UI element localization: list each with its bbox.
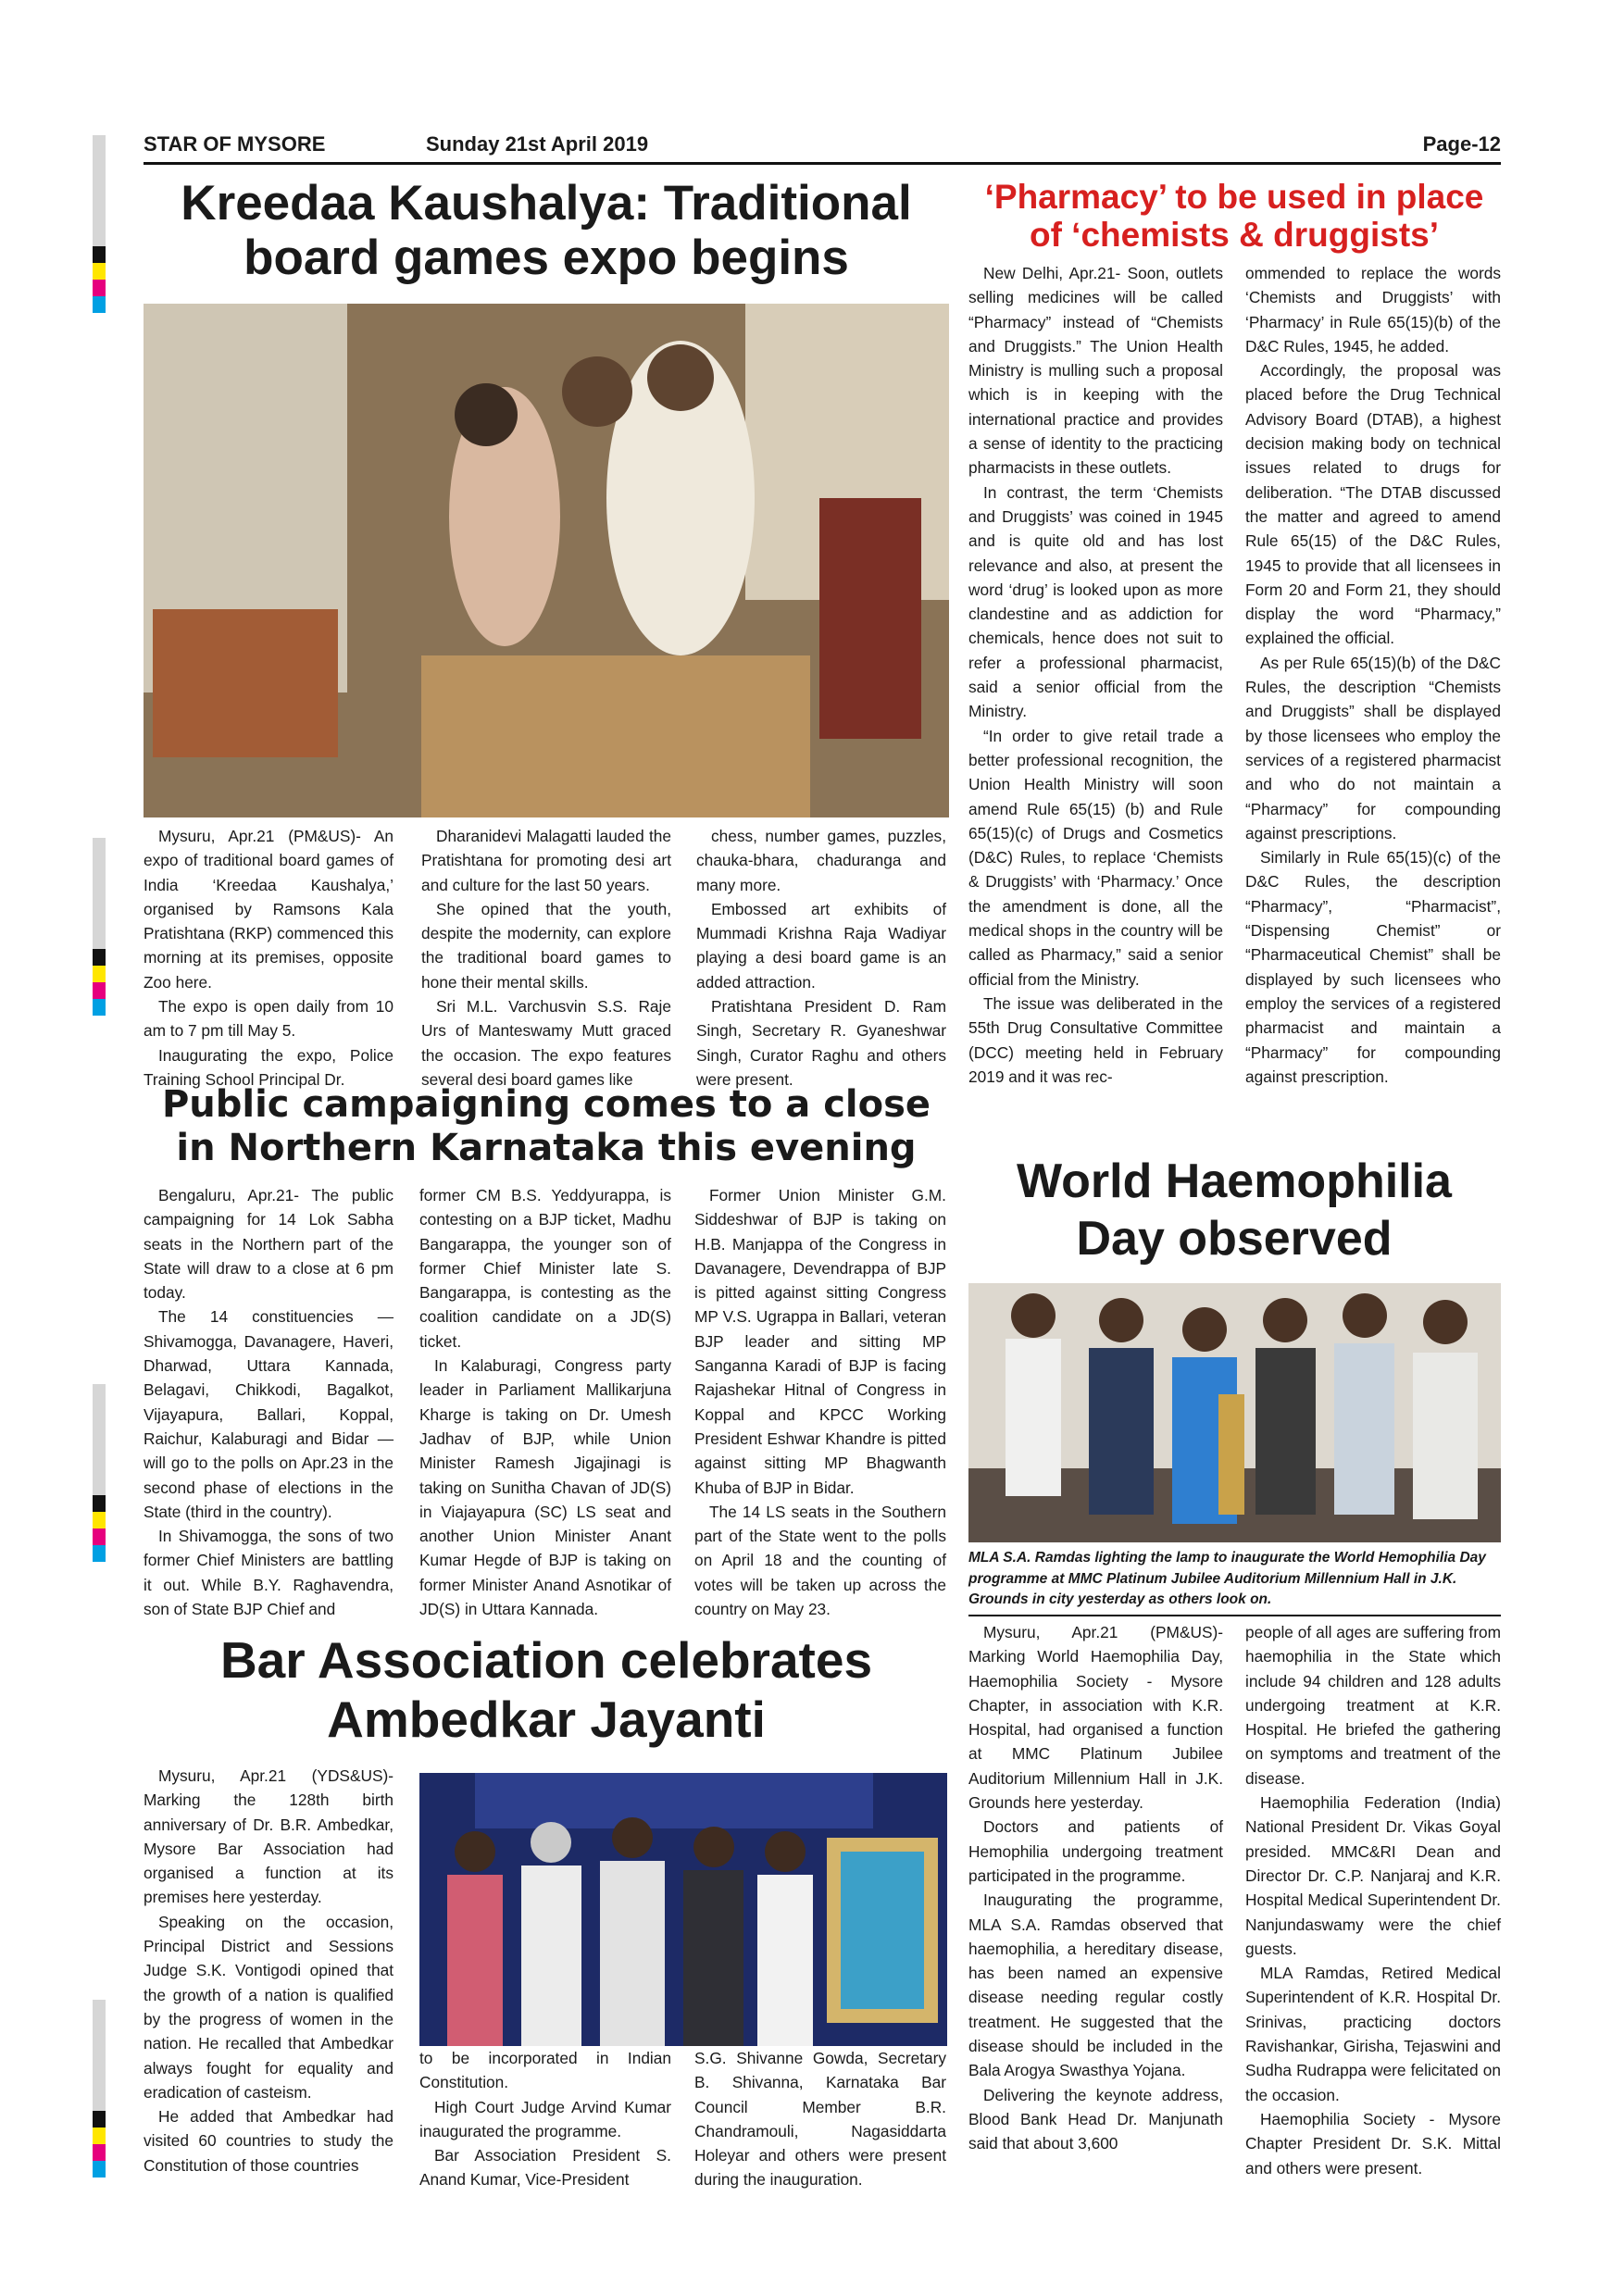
registration-marks-4	[93, 2000, 106, 2177]
haemophilia-col-2: people of all ages are suffering from haemophilia in the State which include 94 children and 128 adults undergoing treatment at K.R. Hospital. He briefed the gathering on symptoms and treatment of the disease. Haemophilia Federation (India) National President Dr. Vikas Goyal presided. MMC&RI Dean and Director Dr. C.P. Nanjaraj and K.R. Hospital Medical Superintendent Dr. Nanjundaswamy were the chief guests. MLA Ramdas, Retired Medical Superintendent of K.R. Hospital Dr. Srinivas, practicing doctors Ravishankar, Girisha, Tejaswini and Sudha Rudrappa were felicitated on the occasion. Haemophilia Society - Mysore Chapter President Dr. S.K. Mittal and others were present.	[1245, 1623, 1501, 2177]
kreedaa-col-2: Dharanidevi Malagatti lauded the Pratishtana for promoting desi art and culture for the last 50 years. She opined that the youth, despite the modernity, can explore the traditional board games to hone their mental skills. Sri M.L. Varchusvin S.S. Raje Urs of Manteswamy Mutt graced the occasion. The expo features several desi board games like	[421, 827, 671, 1089]
kreedaa-col-3: chess, number games, puzzles, chauka-bhara, chaduranga and many more. Embossed art exhibits of Mummadi Krishna Raja Wadiyar playing a desi board game is an added attraction. Pratishtana President D. Ram Singh, Secretary R. Gyaneshwar Singh, Curator Raghu and others were present.	[696, 827, 946, 1089]
board-games-photo	[144, 304, 949, 817]
haemophilia-photo-art	[968, 1283, 1501, 1542]
bar-headline: Bar Association celebrates Ambedkar Jayanti	[219, 1631, 873, 1748]
haemophilia-caption: MLA S.A. Ramdas lighting the lamp to inaugurate the World Hemophilia Day programme at MMC Platinum Jubilee Auditorium Millennium Hall in J.K. Grounds in city yesterday as others look on.	[968, 1550, 1486, 1607]
registration-marks-3	[93, 1384, 106, 1562]
ambedkar-jayanti-photo	[419, 1773, 947, 2046]
campaign-col-3: Former Union Minister G.M. Siddeshwar of BJP is taking on H.B. Manjappa of the Congress in Davanagere, Devendrappa of BJP is pitted against sitting Congress MP V.S. Ugrappa in Ballari, veteran BJP leader and sitting MP Sanganna Karadi of BJP is facing Rajashekar Hitnal of Congress in Koppal and KPCC Working President Eshwar Khandre is pitted against sitting MP Bhagwanth Khuba of BJP in Bidar. The 14 LS seats in the Southern part of the State went to the polls on April 18 and the counting of votes will be taken up across the country on May 23.	[694, 1186, 946, 1619]
page-number: Page-12	[1422, 132, 1501, 156]
pharmacy-col-2: ommended to replace the words ‘Chemists and Druggists’ with ‘Pharmacy’ in Rule 65(15)(b) of the D&C Rules, 1945, he added. Accordingly, the proposal was placed before the Drug Technical Advisory Board (DTAB), a highest decision making body on technical issues related to drugs for deliberation. “The DTAB discussed the matter and agreed to amend Rule 65(15) of the D&C Rules, 1945 to provide that all licensees in Form 20 and Form 21, they should display the word “Pharmacy,” explained the official. As per Rule 65(15)(b) of the D&C Rules, the description “Chemists and Druggists” shall be displayed by those licensees who employ the services of a registered pharmacist and who do not maintain a “Pharmacy” for compounding against prescriptions. Similarly in Rule 65(15)(c) of the D&C Rules, the description “Pharmacy”, “Pharmacist”, “Dispensing Chemist” or “Pharmaceutical Chemist” shall be displayed by such licensees who employ the services of a registered pharmacist and maintain a “Pharmacy” for compounding against prescription.	[1245, 264, 1501, 1086]
haemophilia-headline: World Haemophilia Day observed	[1017, 1154, 1452, 1267]
paper-name: STAR OF MYSORE	[144, 132, 326, 156]
board-games-photo-art	[144, 304, 949, 817]
bar-col-2: to be incorporated in Indian Constitution. High Court Judge Arvind Kumar inaugurated the programme. Bar Association President S. Anand Kumar, Vice-President	[419, 2049, 671, 2190]
registration-marks-1	[93, 135, 106, 313]
campaign-headline: Public campaigning comes to a close in Northern Karnataka this evening	[161, 1083, 931, 1169]
haemophilia-col-1: Mysuru, Apr.21 (PM&US)- Marking World Haemophilia Day, Haemophilia Society - Mysore Chapter, in association with K.R. Hospital, had organised a function at MMC Platinum Jubilee Auditorium Millennium Hall in J.K. Grounds here yesterday. Doctors and patients of Hemophilia undergoing treatment participated in the programme. Inaugurating the programme, MLA S.A. Ramdas observed that haemophilia, a hereditary disease, has been named an expensive disease needing regular costly treatment. He suggested that the disease should be included in the Bala Arogya Swasthya Yojana. Delivering the keynote address, Blood Bank Head Dr. Manjunath said that about 3,600	[968, 1623, 1223, 2153]
ambedkar-jayanti-photo-art	[419, 1773, 947, 2046]
haemophilia-photo	[968, 1283, 1501, 1542]
masthead	[144, 131, 1501, 165]
issue-date: Sunday 21st April 2019	[426, 132, 649, 156]
registration-marks-2	[93, 838, 106, 1016]
bar-col-3: S.G. Shivanne Gowda, Secretary B. Shivanna, Karnataka Bar Council Member B.R. Chandramouli, Nagasiddarta Holeyar and others were present during the inauguration.	[694, 2049, 946, 2190]
kreedaa-headline: Kreedaa Kaushalya: Traditional board games expo begins	[181, 176, 912, 286]
kreedaa-col-1: Mysuru, Apr.21 (PM&US)- An expo of traditional board games of India ‘Kreedaa Kaushalya,’ organised by Ramsons Kala Pratishtana (RKP) commenced this morning at its premises, opposite Zoo here. The expo is open daily from 10 am to 7 pm till May 5. Inaugurating the expo, Police Training School Principal Dr.	[144, 827, 394, 1089]
campaign-col-1: Bengaluru, Apr.21- The public campaigning for 14 Lok Sabha seats in the Northern part of the State will draw to a close at 6 pm today. The 14 constituencies — Shivamogga, Davanagere, Haveri, Dharwad, Uttara Kannada, Belagavi, Chikkodi, Bagalkot, Vijayapura, Ballari, Koppal, Raichur, Kalaburagi and Bidar — will go to the polls on Apr.23 in the second phase of elections in the State (third in the country). In Shivamogga, the sons of two former Chief Ministers are battling it out. While B.Y. Raghavendra, son of State BJP Chief and	[144, 1186, 394, 1619]
pharmacy-headline: ‘Pharmacy’ to be used in place of ‘chemists & druggists’	[984, 178, 1484, 255]
caption-rule	[968, 1615, 1501, 1616]
bar-col-1: Mysuru, Apr.21 (YDS&US)- Marking the 128th birth anniversary of Dr. B.R. Ambedkar, Mysore Bar Association had organised a function at its premises here yesterday. Speaking on the occasion, Principal District and Sessions Judge S.K. Vontigodi opined that the growth of a nation is qualified by the progress of women in the nation. He recalled that Ambedkar always fought for equality and eradication of casteism. He added that Ambedkar had visited 60 countries to study the Constitution of those countries	[144, 1766, 394, 2175]
pharmacy-col-1: New Delhi, Apr.21- Soon, outlets selling medicines will be called “Pharmacy” instead of “Chemists and Druggists.” The Union Health Ministry is mulling such a proposal which is in keeping with the international practice and provides a sense of identity to the practicing pharmacists in these outlets. In contrast, the term ‘Chemists and Druggists’ was coined in 1945 and is quite old and has lost relevance and also, at present the word ‘drug’ is looked upon as more clandestine and as addiction for chemicals, hence does not suit to refer a professional pharmacist, said a senior official from the Ministry. “In order to give retail trade a better professional recognition, the Union Health Ministry will soon amend Rule 65(15) (b) and Rule 65(15)(c) of Drugs and Cosmetics (D&C) Rules, to replace ‘Chemists & Druggists’ with ‘Pharmacy.’ Once the amendment is done, all the medical shops in the country will be called as Pharmacy,” said a senior official from the Ministry. The issue was deliberated in the 55th Drug Consultative Committee (DCC) meeting held in February 2019 and it was rec-	[968, 264, 1223, 1086]
campaign-col-2: former CM B.S. Yeddyurappa, is contesting on a BJP ticket, Madhu Bangarappa, the younger son of former Chief Minister late S. Bangarappa, is contesting as the coalition candidate on a JD(S) ticket. In Kalaburagi, Congress party leader in Parliament Mallikarjuna Kharge is taking on Dr. Umesh Jadhav of BJP, while Union Minister Ramesh Jigajinagi is taking on Sunitha Chavan of JD(S) in Viajayapura (SC) LS seat and another Union Minister Anant Kumar Hegde of BJP is taking on former Minister Anand Asnotikar of JD(S) in Uttara Kannada.	[419, 1186, 671, 1619]
